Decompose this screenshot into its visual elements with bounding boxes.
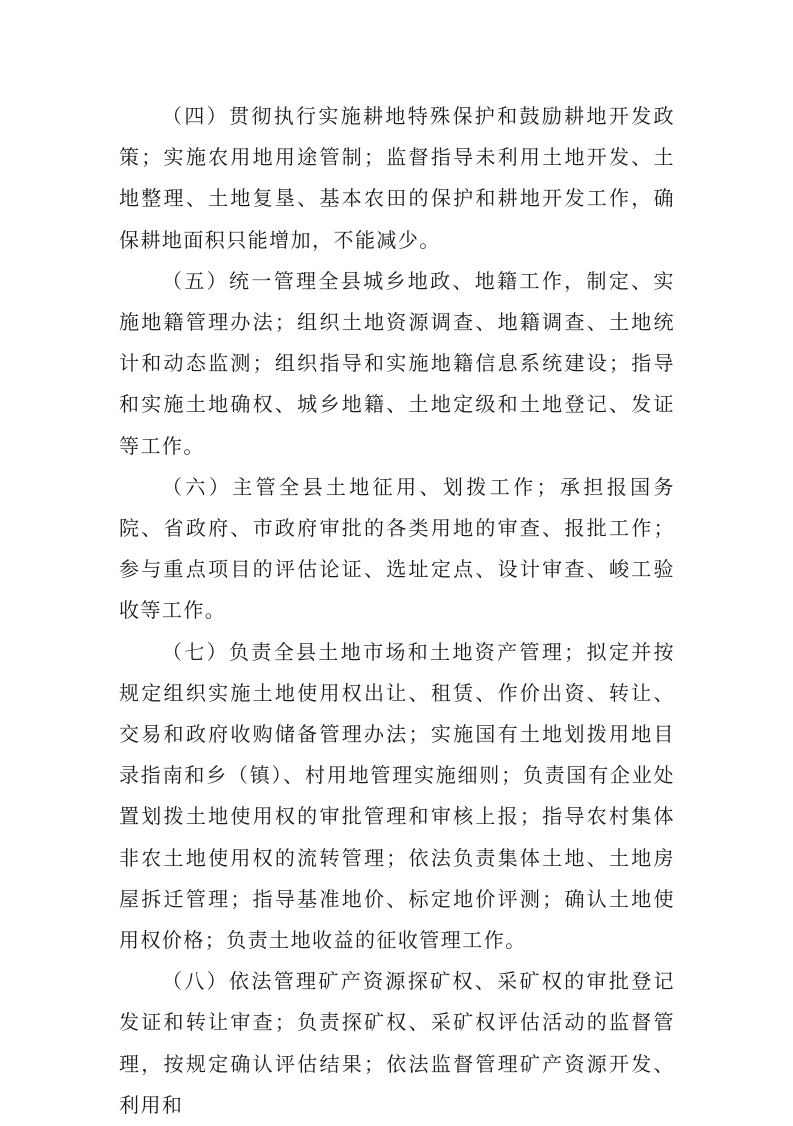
document-body: [119, 96, 675, 1126]
paragraph-item-8: （八）依法管理矿产资源探矿权、采矿权的审批登记发证和转让审查；负责探矿权、采矿权评估活动的监督管理，按规定确认评估结果；依法监督管理矿产资源开发、利用和: [119, 969, 675, 1117]
paragraph-item-7: （七）负责全县土地市场和土地资产管理；拟定并按规定组织实施土地使用权出让、租赁、作价出资、转让、交易和政府收购储备管理办法；实施国有土地划拨用地目录指南和乡（镇）、村用地管理实施细则；负责国有企业处置划拨土地使用权的审批管理和审核上报；指导农村集体非农土地使用权的流转管理；依法负责集体土地、土地房屋拆迁管理；指导基准地价、标定地价评测；确认土地使用权价格；负责土地收益的征收管理工作。: [119, 639, 675, 953]
paragraph-item-6: （六）主管全县土地征用、划拨工作；承担报国务院、省政府、市政府审批的各类用地的审查、报批工作；参与重点项目的评估论证、选址定点、设计审查、峻工验收等工作。: [119, 474, 675, 623]
paragraph-item-4: （四）贯彻执行实施耕地特殊保护和鼓励耕地开发政策；实施农用地用途管制；监督指导未利用土地开发、土地整理、土地复垦、基本农田的保护和耕地开发工作，确保耕地面积只能增加，不能减少。: [119, 104, 675, 252]
paragraph-item-5: （五）统一管理全县城乡地政、地籍工作，制定、实施地籍管理办法；组织土地资源调查、地籍调查、土地统计和动态监测；组织指导和实施地籍信息系统建设；指导和实施土地确权、城乡地籍、土地定级和土地登记、发证等工作。: [119, 268, 675, 458]
